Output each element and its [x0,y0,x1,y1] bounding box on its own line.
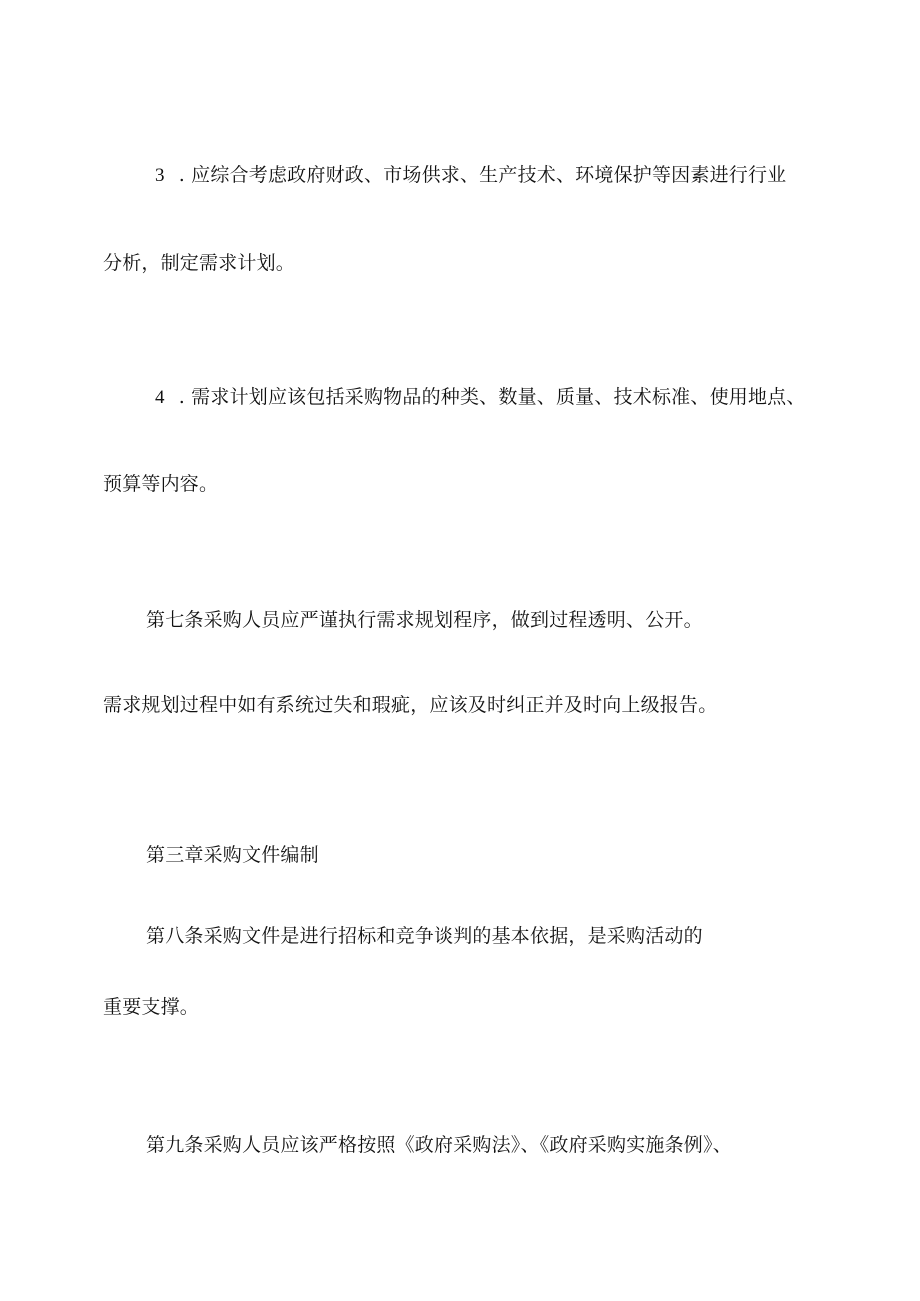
article-7-line1: 第七条采购人员应严谨执行需求规划程序，做到过程透明、公开。 [146,609,703,631]
item-3-line1 [155,163,786,188]
item-4-line1 [155,385,806,410]
article-8-line2: 重要支撑。 [103,996,200,1018]
chapter-3-heading: 第三章采购文件编制 [146,844,319,866]
item-4-line2: 预算等内容。 [103,473,219,495]
item-4-number: 4 [155,387,165,408]
article-9-line1: 第九条采购人员应该严格按照《政府采购法》、《政府采购实施条例》、 [146,1134,732,1156]
article-8-line1: 第八条采购文件是进行招标和竞争谈判的基本依据，是采购活动的 [146,925,703,947]
item-3-line2: 分析，制定需求计划。 [103,252,296,274]
item-3-number: 3 [155,165,165,186]
item-4-text: . 需求计划应该包括采购物品的种类、数量、质量、技术标准、使用地点、 [178,386,806,408]
article-7-line2: 需求规划过程中如有系统过失和瑕疵，应该及时纠正并及时向上级报告。 [103,694,718,716]
item-3-text: . 应综合考虑政府财政、市场供求、生产技术、环境保护等因素进行行业 [178,164,787,186]
